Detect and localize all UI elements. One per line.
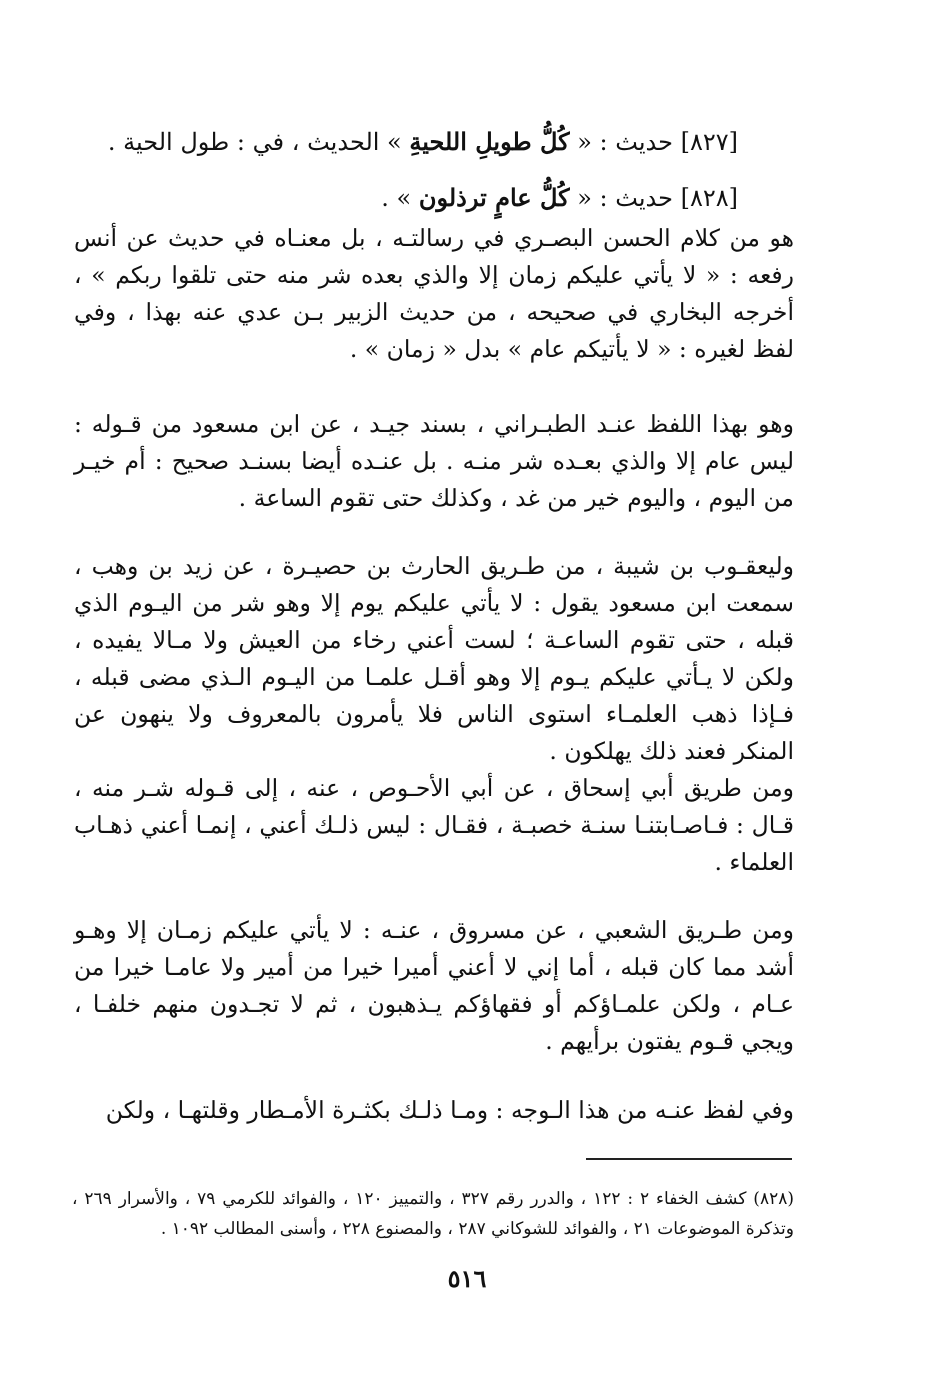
paragraph-3: وليعقـوب بن شيبة ، من طـريق الحارث بن حصيـرة ، عن زيد بن وهب ، سمعت ابن مسعود يقول : لا يأتي عليكم يوم إلا وهو شر من اليـوم الذي قبله ، حتى تقوم الساعـة ؛ لست أعني رخاء من العيش ولا مـالا يفيده ، ولكن لا يـأتي عليكم يـوم إلا وهو أقـل علمـا من اليـوم الـذي مضى قبله ، فـإذا ذهب العلمـاء استوى الناس فلا يأمرون بالمعروف ولا ينهون عن المنكر فعند ذلك يهلكون . xyxy=(74,552,794,765)
entry-title: كُلُّ عامٍ ترذلون xyxy=(418,183,570,212)
entry-prefix: حديث : « xyxy=(577,184,673,212)
entry-suffix: » الحديث ، في : طول الحية . xyxy=(107,128,402,156)
entry-suffix: » . xyxy=(381,184,412,212)
paragraph-4: ومن طريق أبي إسحاق ، عن أبي الأحـوص ، عنه ، إلى قـوله شـر منه ، قـال : فـاصـابتنـا سنـة خصبـة ، فقـال : ليس ذلـك أعني ، إنمـا أعني ذهـاب العلماء . xyxy=(74,774,794,876)
entry-number: [٨٢٧] xyxy=(680,128,738,156)
entry-prefix: حديث : « xyxy=(577,128,673,156)
paragraph-5: ومن طـريق الشعبي ، عن مسروق ، عنـه : لا يأتي عليكم زمـان إلا وهـو أشد مما كان قبله ، أما إني لا أعني أميرا خيرا من أمير ولا عامـا خيرا من عـام ، ولكن علمـاؤكم أو فقهاؤكم يـذهبون ، ثم لا تجـدون منهم خلفـا ، ويجي قـوم يفتون برأيهم . xyxy=(74,916,794,1055)
page-number: ٥١٦ xyxy=(447,1264,487,1293)
paragraph-6: وفي لفظ عنـه من هذا الـوجه : ومـا ذلـك بكثـرة الأمـطار وقلتهـا ، ولكن xyxy=(105,1096,794,1124)
footnote: (٨٢٨) كشف الخفاء ٢ : ١٢٢ ، والدرر رقم ٣٢٧ ، والتمييز ١٢٠ ، والفوائد للكرمي ٧٩ ، والأسرار ٢٦٩ ، وتذكرة الموضوعات ٢١ ، والفوائد للشوكاني ٢٨٧ ، والمصنوع ٢٢٨ ، وأسنى المطالب ١٠٩٢ . xyxy=(72,1189,794,1239)
paragraph-2: وهو بهذا اللفظ عنـد الطبـراني ، بسند جيـد ، عن ابن مسعود من قـوله : ليس عام إلا والذي بعـده شر منـه . بل عنـده أيضا بسنـد صحيح : أم خيـر من اليوم ، واليوم خير من غد ، وكذلك حتى تقوم الساعة . xyxy=(74,410,794,512)
entry-number: [٨٢٨] xyxy=(680,184,738,212)
footnote-separator xyxy=(586,1158,792,1160)
hadith-entry-828 xyxy=(138,180,738,216)
hadith-entry-827 xyxy=(107,124,738,160)
entry-title: كُلُّ طويلِ اللحيةِ xyxy=(409,127,570,156)
paragraph-1: هو من كلام الحسن البصـري في رسالتـه ، بل معنـاه في حديث عن أنس رفعه : « لا يأتي عليكم زمان إلا والذي بعده شر منه حتى تلقوا ربكم » ، أخرجه البخاري في صحيحه ، من حديث الزبير بـن عدي عنه بهذا ، وفي لفظ لغيره : « لا يأتيكم عام » بدل « زمان » . xyxy=(74,224,794,363)
